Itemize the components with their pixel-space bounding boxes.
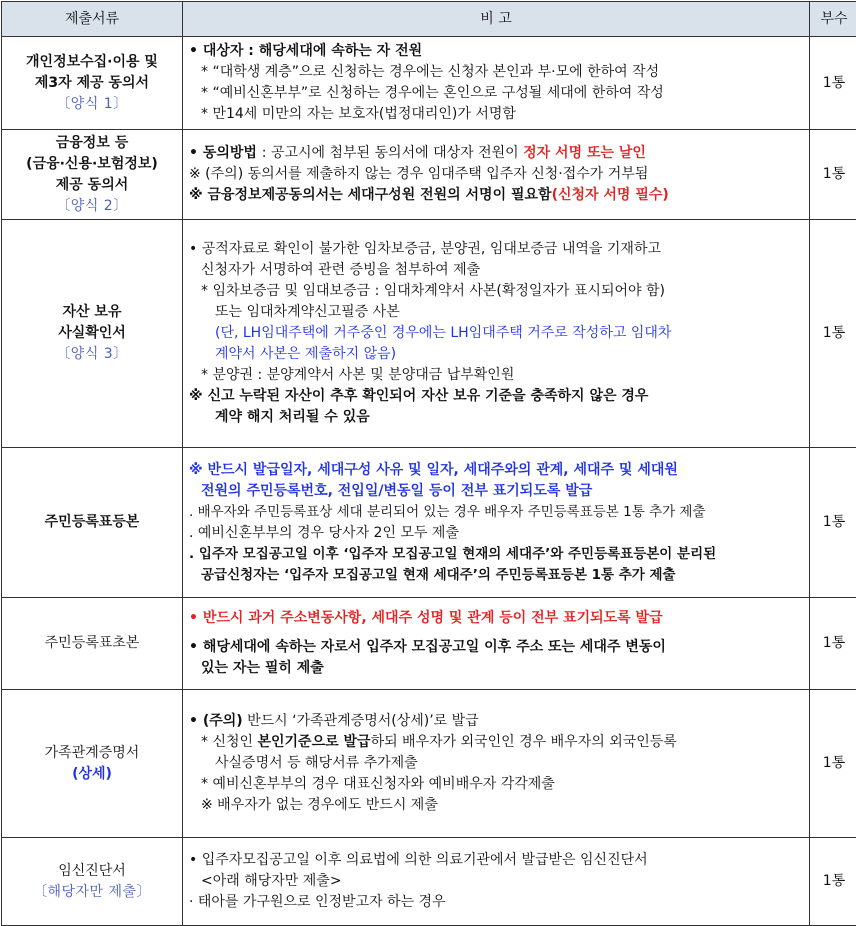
table-row [2, 220, 856, 448]
count-cell: 1통 [810, 448, 856, 598]
note-cell [183, 690, 810, 838]
form-label: 〔양식 1〕 [6, 94, 178, 115]
doc-cell [2, 690, 183, 838]
doc-cell [2, 220, 183, 448]
doc-cell [2, 448, 183, 598]
note-line [189, 185, 803, 206]
table-row [2, 838, 856, 926]
note-line: * “대학생 계층”으로 신청하는 경우에는 신청자 본인과 부·모에 한하여 작성 [189, 62, 803, 83]
note-line: . 배우자와 주민등록표상 세대 분리되어 있는 경우 배우자 주민등록표등본 1통 추가 제출 [189, 502, 803, 523]
doc-name: 사실확인서 [6, 323, 178, 344]
note-line: · 태아를 가구원으로 인정받고자 하는 경우 [189, 892, 803, 913]
doc-name: 주민등록표등본 [6, 512, 178, 533]
note-line: (단, LH임대주택에 거주중인 경우에는 LH임대주택 거주로 작성하고 임대차 [189, 323, 803, 344]
table-row [2, 130, 856, 220]
doc-cell [2, 838, 183, 926]
note-text: 반드시 ‘가족관계증명서(상세)’로 발급 [243, 713, 479, 729]
form-label: 〔해당자만 제출〕 [6, 882, 178, 903]
note-line: <아래 해당자만 제출> [189, 871, 803, 892]
doc-name: 주민등록표초본 [6, 633, 178, 654]
table-row [2, 690, 856, 838]
note-line: * 만14세 미만의 자는 보호자(법정대리인)가 서명함 [189, 104, 803, 125]
note-line: ※ 배우자가 없는 경우에도 반드시 제출 [189, 795, 803, 816]
note-line: * 예비신혼부부의 경우 대표신청자와 예비배우자 각각제출 [189, 774, 803, 795]
table-header-row [2, 2, 856, 37]
note-cell [183, 37, 810, 130]
note-cell [183, 598, 810, 690]
note-line [189, 711, 803, 732]
documents-table [1, 1, 856, 926]
note-lead: • 동의방법 [189, 145, 262, 161]
note-line: ※ 반드시 발급일자, 세대구성 사유 및 일자, 세대주와의 관계, 세대주 및 세대원 [189, 460, 803, 481]
doc-name: 임신진단서 [6, 861, 178, 882]
note-line: * 임차보증금 및 임대보증금 : 임대차계약서 사본(확정일자가 표시되어야 함) [189, 281, 803, 302]
doc-name: 개인정보수집·이용 및 [6, 52, 178, 73]
table-row [2, 448, 856, 598]
count-cell: 1통 [810, 598, 856, 690]
note-line [189, 732, 803, 753]
note-line: . 예비신혼부부의 경우 당사자 2인 모두 제출 [189, 523, 803, 544]
note-line: * “예비신혼부부”로 신청하는 경우에는 혼인으로 구성될 세대에 한하여 작성 [189, 83, 803, 104]
note-line: ※ (주의) 동의서를 제출하지 않는 경우 임대주택 입주자 신청·접수가 거부됨 [189, 164, 803, 185]
note-line [189, 143, 803, 164]
note-text: : 공고시에 첨부된 동의서에 대상자 전원이 [262, 145, 523, 161]
doc-name: 제3자 제공 동의서 [6, 73, 178, 94]
doc-cell [2, 37, 183, 130]
doc-name: 제공 동의서 [6, 175, 178, 196]
note-line: • 해당세대에 속하는 자로서 입주자 모집공고일 이후 주소 또는 세대주 변동이 [189, 637, 803, 658]
note-line: 또는 임대차계약신고필증 사본 [189, 302, 803, 323]
note-lead: • (주의) [189, 713, 243, 729]
note-line: 계약서 사본은 제출하지 않음) [189, 344, 803, 365]
note-highlight: 정자 서명 또는 날인 [523, 145, 646, 161]
note-line: • 대상자 : 해당세대에 속하는 자 전원 [189, 41, 803, 62]
note-cell [183, 220, 810, 448]
note-line: 신청자가 서명하여 관련 증빙을 첨부하여 제출 [189, 260, 803, 281]
note-line: 사실증명서 등 해당서류 추가제출 [189, 753, 803, 774]
note-lead: * 신청인 [201, 734, 257, 750]
note-line: 있는 자는 필히 제출 [189, 658, 803, 679]
note-line: . 입주자 모집공고일 이후 ‘입주자 모집공고일 현재의 세대주’와 주민등록표등본이 분리된 [189, 544, 803, 565]
note-text: 하되 배우자가 외국인인 경우 배우자의 외국인등록 [371, 734, 677, 750]
note-cell [183, 448, 810, 598]
note-line: • 반드시 과거 주소변동사항, 세대주 성명 및 관계 등이 전부 표기되도록 발급 [189, 608, 803, 629]
note-line: • 입주자모집공고일 이후 의료법에 의한 의료기관에서 발급받은 임신진단서 [189, 850, 803, 871]
note-cell [183, 838, 810, 926]
form-label: 〔양식 2〕 [6, 196, 178, 217]
note-line: 전원의 주민등록번호, 전입일/변동일 등이 전부 표기되도록 발급 [189, 481, 803, 502]
count-cell: 1통 [810, 838, 856, 926]
count-cell: 1통 [810, 690, 856, 838]
table-row [2, 598, 856, 690]
note-line: • 공적자료로 확인이 불가한 임차보증금, 분양권, 임대보증금 내역을 기재하고 [189, 239, 803, 260]
count-cell: 1통 [810, 37, 856, 130]
note-cell [183, 130, 810, 220]
note-highlight: (신청자 서명 필수) [552, 187, 669, 203]
header-count: 부수 [810, 2, 856, 37]
doc-cell [2, 598, 183, 690]
count-cell: 1통 [810, 220, 856, 448]
form-label: (상세) [6, 764, 178, 785]
header-doc: 제출서류 [2, 2, 183, 37]
doc-name: 자산 보유 [6, 302, 178, 323]
note-line: ※ 신고 누락된 자산이 추후 확인되어 자산 보유 기준을 충족하지 않은 경우 [189, 386, 803, 407]
table-row [2, 37, 856, 130]
form-label: 〔양식 3〕 [6, 344, 178, 365]
doc-name: (금융·신용·보험정보) [6, 154, 178, 175]
note-line: 계약 해지 처리될 수 있음 [189, 407, 803, 428]
doc-name: 가족관계증명서 [6, 743, 178, 764]
header-note: 비 고 [183, 2, 810, 37]
doc-cell [2, 130, 183, 220]
note-line: * 분양권 : 분양계약서 사본 및 분양대금 납부확인원 [189, 365, 803, 386]
doc-name: 금융정보 등 [6, 133, 178, 154]
count-cell: 1통 [810, 130, 856, 220]
note-line: 공급신청자는 ‘입주자 모집공고일 현재 세대주’의 주민등록표등본 1통 추가 제출 [189, 565, 803, 586]
note-highlight: 본인기준으로 발급 [257, 734, 370, 750]
note-lead: ※ 금융정보제공동의서는 세대구성원 전원의 서명이 필요함 [189, 187, 552, 203]
